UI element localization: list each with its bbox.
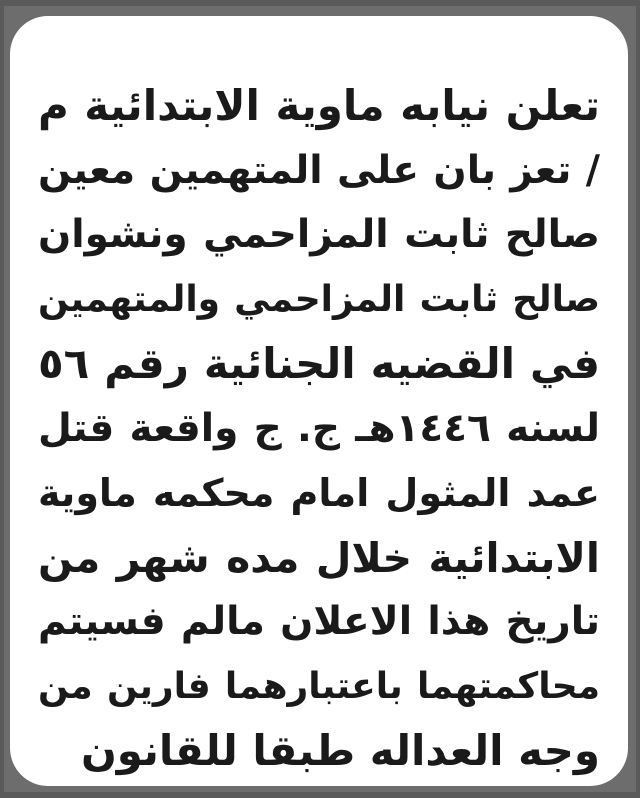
notice-line-10: محاكمتهما باعتبارهما فارين من: [38, 665, 600, 707]
notice-line-6: لسنه ١٤٤٦هـ ج. ج واقعة قتل: [38, 405, 600, 451]
notice-line-5: في القضيه الجنائية رقم ٥٦: [38, 339, 600, 388]
notice-card: [10, 16, 628, 786]
notice-line-4: صالح ثابت المزاحمي والمتهمين: [38, 278, 600, 320]
notice-line-9: تاريخ هذا الاعلان مالم فسيتم: [38, 599, 600, 644]
notice-line-3: صالح ثابت المزاحمي ونشوان: [38, 212, 600, 257]
notice-line-2: / تعز بان على المتهمين معين: [38, 147, 600, 193]
notice-line-7: عمد المثول امام محكمه ماوية: [38, 471, 600, 515]
notice-line-8: الابتدائية خلال مده شهر من: [38, 533, 600, 582]
notice-line-11: وجه العداله طبقا للقانون: [80, 726, 600, 775]
notice-line-1: تعلن نيابه ماوية الابتدائية م: [38, 81, 600, 130]
